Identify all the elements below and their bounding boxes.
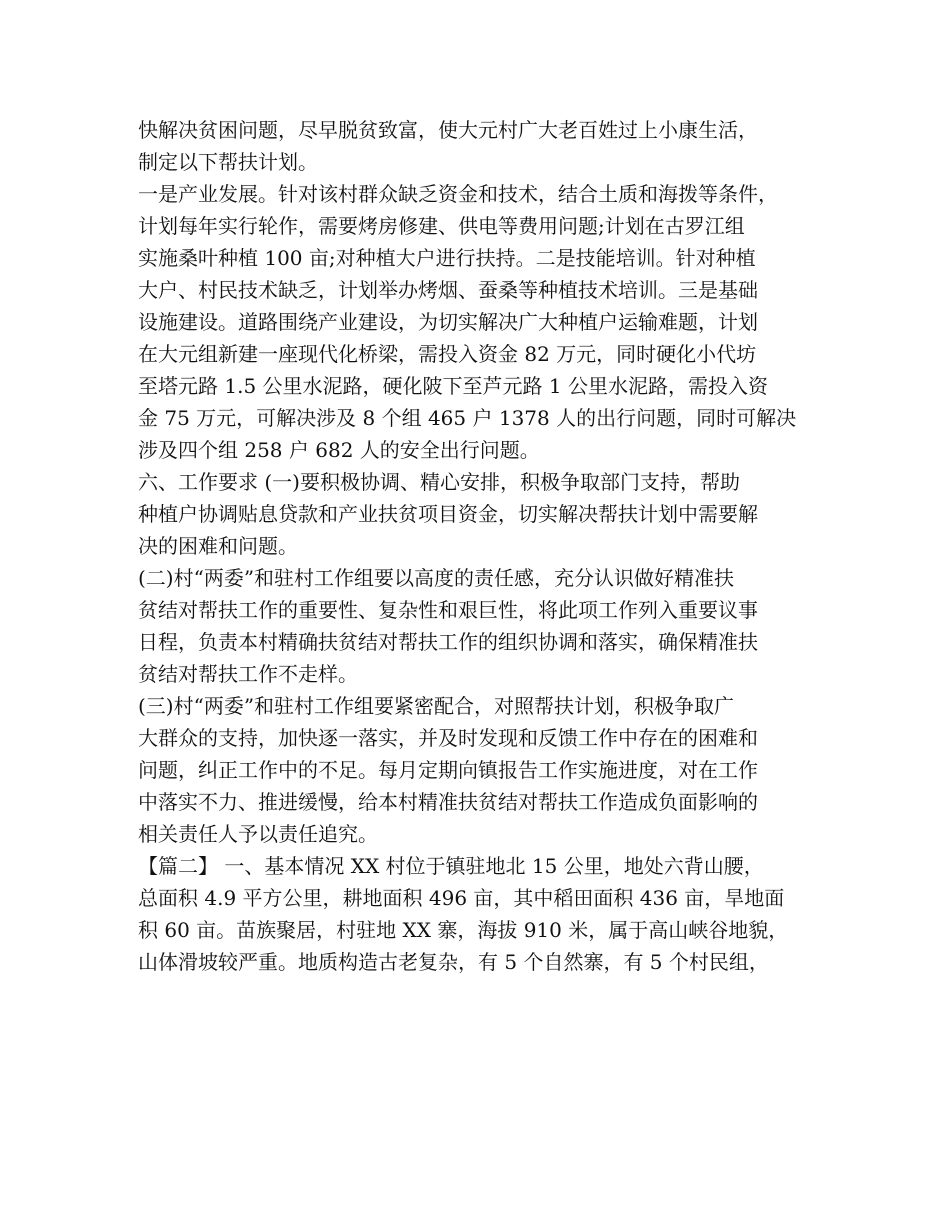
text-line: 涉及四个组 258 户 682 人的安全出行问题。 bbox=[138, 438, 540, 462]
text-line: 中落实不力、推进缓慢，给本村精准扶贫结对帮扶工作造成负面影响的 bbox=[138, 790, 758, 814]
text-line: 制定以下帮扶计划。 bbox=[138, 150, 318, 174]
text-line: 快解决贫困问题，尽早脱贫致富，使大元村广大老百姓过上小康生活， bbox=[138, 118, 758, 142]
text-line: 山体滑坡较严重。地质构造古老复杂，有 5 个自然寨，有 5 个村民组， bbox=[138, 950, 769, 974]
text-line: 相关责任人予以责任追究。 bbox=[138, 822, 378, 846]
text-line: 总面积 4.9 平方公里，耕地面积 496 亩，其中稻田面积 436 亩，旱地面 bbox=[138, 886, 785, 910]
text-line: (三)村“两委”和驻村工作组要紧密配合，对照帮扶计划，积极争取广 bbox=[138, 694, 735, 718]
text-line: 大户、村民技术缺乏，计划举办烤烟、蚕桑等种植技术培训。三是基础 bbox=[138, 278, 758, 302]
text-line: 贫结对帮扶工作的重要性、复杂性和艰巨性，将此项工作列入重要议事 bbox=[138, 598, 758, 622]
text-line: 金 75 万元，可解决涉及 8 个组 465 户 1378 人的出行问题，同时可解决 bbox=[138, 406, 797, 430]
text-line: 种植户协调贴息贷款和产业扶贫项目资金，切实解决帮扶计划中需要解 bbox=[138, 502, 758, 526]
text-line: 在大元组新建一座现代化桥梁，需投入资金 82 万元，同时硬化小代坊 bbox=[138, 342, 757, 366]
text-line: 问题，纠正工作中的不足。每月定期向镇报告工作实施进度，对在工作 bbox=[138, 758, 758, 782]
text-line: 一是产业发展。针对该村群众缺乏资金和技术，结合土质和海拨等条件， bbox=[138, 182, 778, 206]
text-line: 贫结对帮扶工作不走样。 bbox=[138, 662, 358, 686]
text-line: 设施建设。道路围绕产业建设，为切实解决广大种植户运输难题，计划 bbox=[138, 310, 758, 334]
text-line: 积 60 亩。苗族聚居，村驻地 XX 寨，海拔 910 米，属于高山峡谷地貌， bbox=[138, 918, 789, 942]
text-line: (二)村“两委”和驻村工作组要以高度的责任感，充分认识做好精准扶 bbox=[138, 566, 735, 590]
text-line: 实施桑叶种植 100 亩;对种植大户进行扶持。二是技能培训。针对种植 bbox=[138, 246, 756, 270]
text-line: 计划每年实行轮作，需要烤房修建、供电等费用问题;计划在古罗江组 bbox=[138, 214, 745, 238]
text-line: 大群众的支持，加快逐一落实，并及时发现和反馈工作中存在的困难和 bbox=[138, 726, 758, 750]
text-line: 【篇二】 一、基本情况 XX 村位于镇驻地北 15 公里，地处六背山腰， bbox=[138, 854, 764, 878]
text-line: 日程，负责本村精确扶贫结对帮扶工作的组织协调和落实，确保精准扶 bbox=[138, 630, 758, 654]
text-line: 决的困难和问题。 bbox=[138, 534, 298, 558]
document-body bbox=[138, 114, 838, 978]
text-line: 六、工作要求 (一)要积极协调、精心安排，积极争取部门支持，帮助 bbox=[138, 470, 740, 494]
text-line: 至塔元路 1.5 公里水泥路，硬化陂下至芦元路 1 公里水泥路，需投入资 bbox=[138, 374, 768, 398]
